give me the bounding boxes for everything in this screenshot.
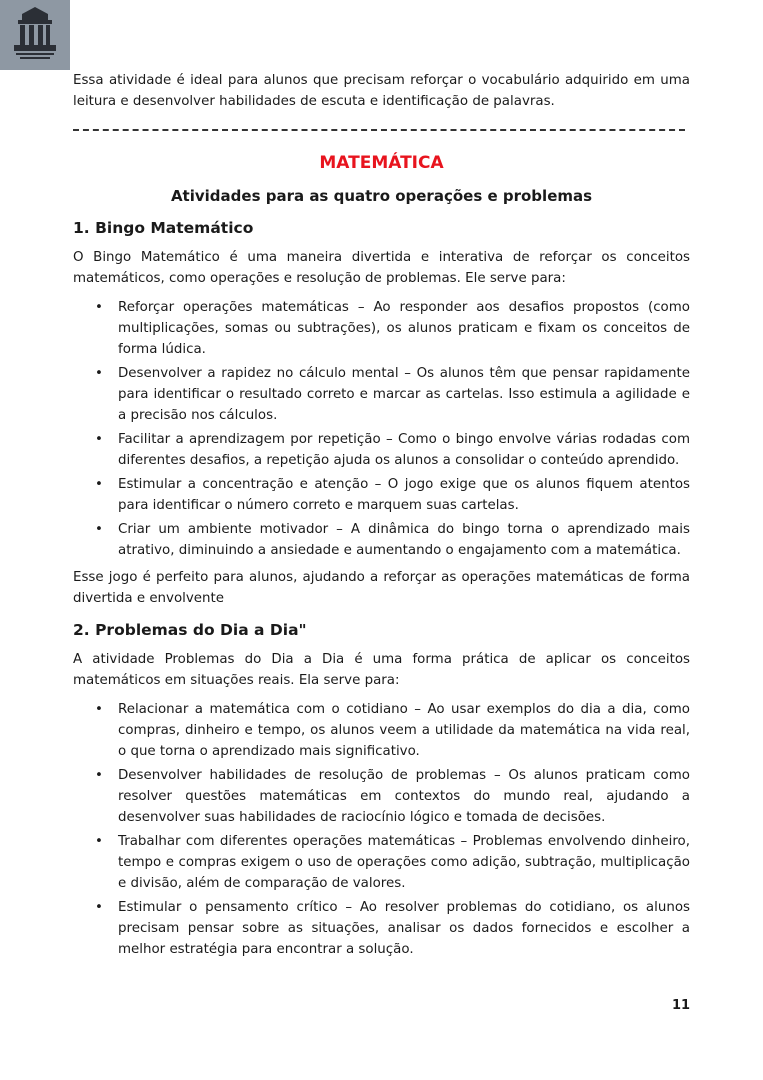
section2-bullet-list (73, 699, 690, 960)
subject-heading: MATEMÁTICA (319, 153, 444, 173)
list-item: • Reforçar operações matemáticas – Ao responder aos desafios propostos (como multiplicações, somas ou subtrações), os alunos praticam e fixam os conceitos de forma lúdica. (118, 297, 690, 360)
page-number: 11 (672, 998, 691, 1013)
list-item: • Estimular a concentração e atenção – O jogo exige que os alunos fiquem atentos para identificar o número correto e marquem suas cartelas. (118, 474, 690, 516)
section1-intro: O Bingo Matemático é uma maneira divertida e interativa de reforçar os conceitos matemáticos, como operações e resolução de problemas. Ele serve para: (73, 250, 690, 286)
dashed-divider (73, 129, 685, 131)
list-item: • Facilitar a aprendizagem por repetição – Como o bingo envolve várias rodadas com diferentes desafios, a repetição ajuda os alunos a consolidar o conteúdo aprendido. (118, 429, 690, 471)
section1-closing: Esse jogo é perfeito para alunos, ajudando a reforçar as operações matemáticas de forma divertida e envolvente (73, 570, 690, 606)
list-item: • Criar um ambiente motivador – A dinâmica do bingo torna o aprendizado mais atrativo, diminuindo a ansiedade e aumentando o engajamento com a matemática. (118, 519, 690, 561)
document-page (73, 70, 690, 966)
list-item: • Desenvolver a rapidez no cálculo mental – Os alunos têm que pensar rapidamente para identificar o resultado correto e marcar as cartelas. Isso estimula a agilidade e a precisão nos cálculos. (118, 363, 690, 426)
intro-paragraph: Essa atividade é ideal para alunos que precisam reforçar o vocabulário adquirido em uma leitura e desenvolver habilidades de escuta e identificação de palavras. (73, 73, 690, 109)
list-item: • Desenvolver habilidades de resolução de problemas – Os alunos praticam como resolver questões matemáticas em contextos do mundo real, ajudando a desenvolver suas habilidades de raciocínio lógico e tomada de decisões. (118, 765, 690, 828)
list-item: • Estimular o pensamento crítico – Ao resolver problemas do cotidiano, os alunos precisam pensar sobre as situações, analisar os dados fornecidos e escolher a melhor estratégia para encontrar a solução. (118, 897, 690, 960)
section-subtitle: Atividades para as quatro operações e problemas (170, 187, 593, 205)
section1-title: 1. Bingo Matemático (73, 219, 254, 237)
school-crest-logo-icon (0, 0, 70, 70)
section2-intro: A atividade Problemas do Dia a Dia é uma forma prática de aplicar os conceitos matemáticos em situações reais. Ela serve para: (73, 652, 690, 688)
section2-title: 2. Problemas do Dia a Dia" (73, 621, 307, 639)
section1-bullet-list (73, 297, 690, 561)
list-item: • Relacionar a matemática com o cotidiano – Ao usar exemplos do dia a dia, como compras, dinheiro e tempo, os alunos veem a utilidade da matemática na vida real, o que torna o aprendizado mais significativo. (118, 699, 690, 762)
list-item: • Trabalhar com diferentes operações matemáticas – Problemas envolvendo dinheiro, tempo e compras exigem o uso de operações como adição, subtração, multiplicação e divisão, além de comparação de valores. (118, 831, 690, 894)
